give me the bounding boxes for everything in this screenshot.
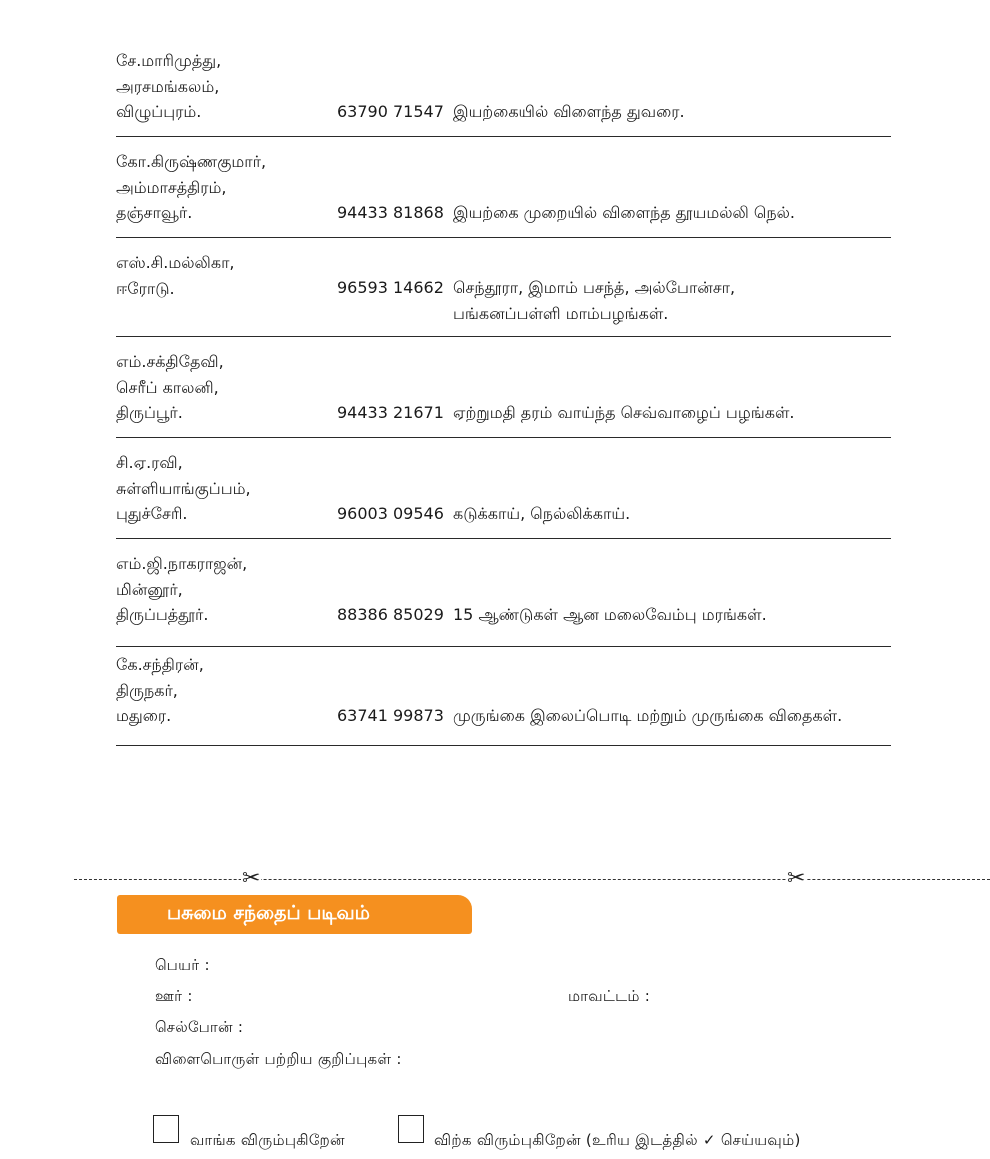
table-row <box>116 250 891 337</box>
product-line: செந்தூரா, இமாம் பசந்த், அல்போன்சா, <box>453 278 736 297</box>
product-description <box>453 99 685 125</box>
address-line: விழுப்புரம். <box>116 102 202 121</box>
product-description <box>453 275 735 326</box>
buy-checkbox[interactable] <box>153 1115 179 1143</box>
address-line: சுள்ளியாங்குப்பம், <box>116 478 251 498</box>
seller-address <box>116 652 204 729</box>
address-line: எம்.ஜி.நாகராஜன், <box>116 554 248 573</box>
seller-phone: 63741 99873 <box>337 706 444 725</box>
village-field-label: ஊர் : <box>155 987 193 1005</box>
sell-checkbox[interactable] <box>398 1115 424 1143</box>
product-description <box>453 703 842 729</box>
address-line: மின்னூர், <box>116 579 183 599</box>
address-line: மதுரை. <box>116 706 172 725</box>
address-line: சி.ஏ.ரவி, <box>116 453 183 472</box>
product-description <box>453 602 767 628</box>
cut-line <box>74 879 990 880</box>
address-line: சே.மாரிமுத்து, <box>116 51 222 70</box>
product-description <box>453 501 630 527</box>
scissors-icon: ✂ <box>787 866 806 891</box>
address-line: கோ.கிருஷ்ணகுமார், <box>116 152 267 171</box>
seller-phone: 88386 85029 <box>337 605 444 624</box>
district-field-label: மாவட்டம் : <box>568 987 651 1005</box>
sell-option-label: விற்க விரும்புகிறேன் (உரிய இடத்தில் ✓ செய்யவும்) <box>434 1131 801 1149</box>
product-description <box>453 200 795 226</box>
cellphone-field-label: செல்போன் : <box>155 1018 244 1036</box>
form-title: பசுமை சந்தைப் படிவம் <box>167 902 370 924</box>
product-line: இயற்கை முறையில் விளைந்த தூயமல்லி நெல். <box>453 203 795 222</box>
product-line: 15 ஆண்டுகள் ஆன மலைவேம்பு மரங்கள். <box>453 605 767 624</box>
address-line: செரீப் காலனி, <box>116 377 219 397</box>
product-line: பங்கனப்பள்ளி மாம்பழங்கள். <box>453 303 669 323</box>
table-row <box>116 48 891 137</box>
seller-address <box>116 149 266 226</box>
product-line: முருங்கை இலைப்பொடி மற்றும் முருங்கை விதைகள். <box>453 706 843 725</box>
address-line: கே.சந்திரன், <box>116 655 204 674</box>
scissors-icon: ✂ <box>242 866 261 891</box>
table-row <box>116 551 891 647</box>
table-row <box>116 652 891 746</box>
address-line: புதுச்சேரி. <box>116 504 188 523</box>
name-field-label: பெயர் : <box>155 956 210 974</box>
product-line: கடுக்காய், நெல்லிக்காய். <box>453 504 631 523</box>
table-row <box>116 349 891 438</box>
form-header-banner <box>117 895 472 934</box>
seller-address <box>116 450 251 527</box>
table-row <box>116 450 891 539</box>
seller-address <box>116 551 247 628</box>
seller-phone: 94433 21671 <box>337 403 444 422</box>
address-line: அம்மாசத்திரம், <box>116 177 227 197</box>
address-line: ஈரோடு. <box>116 278 175 298</box>
address-line: தஞ்சாவூர். <box>116 203 193 222</box>
address-line: திருப்பூர். <box>116 403 183 422</box>
product-line: இயற்கையில் விளைந்த துவரை. <box>453 102 685 121</box>
seller-phone: 96593 14662 <box>337 278 444 297</box>
seller-phone: 94433 81868 <box>337 203 444 222</box>
product-notes-label: விளைபொருள் பற்றிய குறிப்புகள் : <box>155 1050 402 1068</box>
seller-address <box>116 48 221 125</box>
address-line: திருநகர், <box>116 680 178 700</box>
product-line: ஏற்றுமதி தரம் வாய்ந்த செவ்வாழைப் பழங்கள். <box>453 403 795 422</box>
buy-option-label: வாங்க விரும்புகிறேன் <box>190 1131 345 1149</box>
seller-phone: 96003 09546 <box>337 504 444 523</box>
address-line: திருப்பத்தூர். <box>116 605 209 624</box>
seller-address <box>116 349 224 426</box>
address-line: எஸ்.சி.மல்லிகா, <box>116 253 235 272</box>
seller-address <box>116 250 235 301</box>
seller-phone: 63790 71547 <box>337 102 444 121</box>
address-line: அரசமங்கலம், <box>116 76 220 96</box>
product-description <box>453 400 794 426</box>
table-row <box>116 149 891 238</box>
address-line: எம்.சக்திதேவி, <box>116 352 224 371</box>
